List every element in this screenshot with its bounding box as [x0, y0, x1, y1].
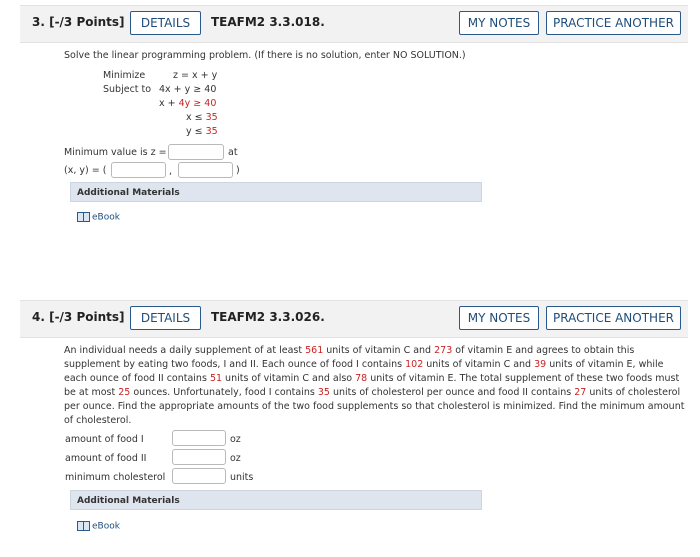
food2-vitamin-e: 78 — [355, 373, 368, 384]
text-segment: units of vitamin E. The total supplement of these two foods must — [367, 373, 680, 384]
constraint-3 — [186, 112, 218, 123]
details-button[interactable]: DETAILS — [130, 11, 201, 35]
xy-comma: , — [169, 166, 173, 177]
text-segment: units of cholesterol per ounce and food II contains — [329, 387, 575, 398]
text-segment: An individual needs a daily supplement of at least — [64, 345, 306, 356]
question-4-header — [20, 300, 688, 338]
cholesterol-unit: units — [230, 472, 254, 483]
constraint-3-prefix: x ≤ — [186, 112, 206, 123]
additional-materials-header: Additional Materials — [70, 182, 482, 202]
vitamin-c-required: 561 — [305, 345, 324, 356]
constraint-4-prefix: y ≤ — [186, 126, 206, 137]
problem-line-5: per ounce. Find the appropriate amounts of the two food supplements so that cholesterol is minimized. Find the minimum amount — [64, 401, 685, 412]
constraint-4 — [186, 126, 218, 137]
problem-line-3 — [64, 373, 679, 384]
ebook-link[interactable] — [77, 212, 120, 223]
food1-amount-label: amount of food I — [65, 434, 144, 445]
food2-cholesterol: 27 — [574, 387, 587, 398]
minimize-label: Minimize — [103, 70, 146, 81]
question-3-header — [20, 5, 688, 43]
max-ounces: 25 — [118, 387, 131, 398]
constraint-2-prefix: x + — [159, 98, 179, 109]
text-segment: units of cholesterol — [586, 387, 681, 398]
text-segment: of vitamin E and agrees to obtain this — [452, 345, 635, 356]
minimum-value-input[interactable] — [168, 144, 224, 160]
food1-vitamin-c: 102 — [405, 359, 424, 370]
my-notes-button[interactable]: MY NOTES — [459, 11, 539, 35]
text-segment: ounces. Unfortunately, food I contains — [130, 387, 318, 398]
food1-cholesterol: 35 — [317, 387, 330, 398]
problem-line-2 — [64, 359, 664, 370]
additional-materials-header: Additional Materials — [70, 490, 482, 510]
question-3-prompt: Solve the linear programming problem. (If there is no solution, enter NO SOLUTION.) — [64, 50, 466, 61]
question-3-number: 3. [-/3 Points] — [32, 15, 125, 29]
ebook-link[interactable] — [77, 521, 120, 532]
ebook-label: eBook — [92, 521, 120, 532]
constraint-3-value: 35 — [205, 112, 218, 123]
text-segment: each ounce of food II contains — [64, 373, 210, 384]
constraint-4-value: 35 — [205, 126, 218, 137]
y-value-input[interactable] — [178, 162, 233, 178]
min-cholesterol-label: minimum cholesterol — [65, 472, 166, 483]
min-cholesterol-input[interactable] — [172, 468, 226, 484]
my-notes-button[interactable]: MY NOTES — [459, 306, 539, 330]
x-value-input[interactable] — [111, 162, 166, 178]
book-icon — [77, 212, 90, 222]
constraint-2-value: 4y ≥ 40 — [178, 98, 217, 109]
subject-to-label: Subject to — [103, 84, 152, 95]
text-segment: supplement by eating two foods, I and II. Each ounce of food I contains — [64, 359, 406, 370]
minimum-value-label: Minimum value is z = — [64, 147, 167, 158]
text-segment: units of vitamin C and — [323, 345, 435, 356]
problem-line-4 — [64, 387, 680, 398]
text-segment: units of vitamin C and also — [222, 373, 356, 384]
vitamin-e-required: 273 — [434, 345, 453, 356]
book-icon — [77, 521, 90, 531]
question-4-number: 4. [-/3 Points] — [32, 310, 125, 324]
food2-unit: oz — [230, 453, 241, 464]
text-segment: units of vitamin E, while — [546, 359, 664, 370]
problem-line-6: of cholesterol. — [64, 415, 132, 426]
food2-amount-label: amount of food II — [65, 453, 147, 464]
ebook-label: eBook — [92, 212, 120, 223]
at-label: at — [228, 147, 238, 158]
problem-line-1 — [64, 345, 634, 356]
question-4-code: TEAFM2 3.3.026. — [211, 310, 325, 324]
xy-label: (x, y) = ( — [64, 165, 107, 176]
practice-another-button[interactable]: PRACTICE ANOTHER — [546, 306, 681, 330]
food1-unit: oz — [230, 434, 241, 445]
constraint-1: 4x + y ≥ 40 — [159, 84, 217, 95]
food1-vitamin-e: 39 — [534, 359, 547, 370]
practice-another-button[interactable]: PRACTICE ANOTHER — [546, 11, 681, 35]
food2-vitamin-c: 51 — [209, 373, 223, 384]
food1-amount-input[interactable] — [172, 430, 226, 446]
text-segment: units of vitamin C and — [423, 359, 535, 370]
food2-amount-input[interactable] — [172, 449, 226, 465]
text-segment: be at most — [64, 387, 119, 398]
question-3-code: TEAFM2 3.3.018. — [211, 15, 325, 29]
xy-close-paren: ) — [236, 165, 240, 176]
details-button[interactable]: DETAILS — [130, 306, 201, 330]
constraint-2 — [159, 98, 216, 109]
objective-function: z = x + y — [173, 70, 218, 81]
